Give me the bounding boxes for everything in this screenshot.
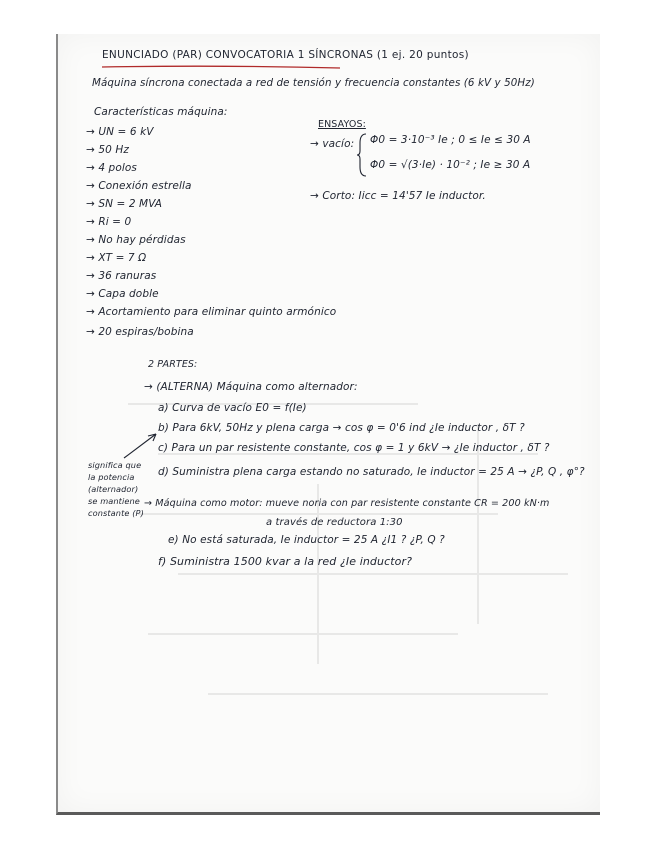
feature-item: → 4 polos — [86, 162, 137, 174]
intro-statement: Máquina síncrona conectada a red de tensión y frecuencia constantes (6 kV y 50Hz) — [92, 77, 535, 89]
feature-item: → SN = 2 MVA — [86, 198, 163, 210]
part1-heading: → (ALTERNA) Máquina como alternador: — [144, 381, 358, 393]
question-a: a) Curva de vacío E0 = f(Ie) — [158, 402, 307, 414]
tests-heading: ENSAYOS: — [318, 119, 366, 130]
side-note-line: (alternador) — [88, 484, 139, 494]
side-note-line: constante (P) — [88, 508, 144, 518]
exam-sheet — [56, 34, 600, 815]
vacio-equation-saturated: Φ0 = √(3·Ie) · 10⁻² ; Ie ≥ 30 A — [370, 159, 531, 171]
vacio-label: → vacío: — [310, 138, 355, 150]
side-note-line: se mantiene — [88, 496, 140, 506]
feature-item: → No hay pérdidas — [86, 234, 186, 246]
question-c: c) Para un par resistente constante, cos φ = 1 y 6kV → ¿Ie inductor , δT ? — [158, 442, 550, 454]
question-e: e) No está saturada, Ie inductor = 25 A ¿I1 ? ¿P, Q ? — [168, 534, 445, 546]
question-d: d) Suministra plena carga estando no saturado, Ie inductor = 25 A → ¿P, Q , φ°? — [158, 466, 585, 478]
features-heading: Características máquina: — [94, 106, 228, 118]
feature-item: → 20 espiras/bobina — [86, 326, 194, 338]
feature-item: → 36 ranuras — [86, 270, 157, 282]
side-note-line: la potencia — [88, 472, 135, 482]
vacio-brace — [356, 133, 368, 177]
feature-item: → Acortamiento para eliminar quinto armónico — [86, 306, 337, 318]
exam-title: ENUNCIADO (PAR) CONVOCATORIA 1 SÍNCRONAS (1 ej. 20 puntos) — [102, 49, 469, 61]
feature-item: → XT = 7 Ω — [86, 252, 147, 264]
side-note-line: significa que — [88, 460, 142, 470]
part2-subline: a través de reductora 1:30 — [266, 517, 403, 528]
question-f: f) Suministra 1500 kvar a la red ¿Ie inductor? — [158, 555, 413, 568]
title-underline — [102, 64, 342, 70]
feature-item: → 50 Hz — [86, 144, 129, 156]
side-note-arrow — [120, 430, 160, 460]
vacio-equation-linear: Φ0 = 3·10⁻³ Ie ; 0 ≤ Ie ≤ 30 A — [370, 134, 531, 146]
feature-item: → UN = 6 kV — [86, 126, 154, 138]
feature-item: → Conexión estrella — [86, 180, 192, 192]
corto-test: → Corto: Iicc = 14'57 Ie inductor. — [310, 190, 486, 202]
parts-heading: 2 PARTES: — [148, 359, 198, 370]
question-b: b) Para 6kV, 50Hz y plena carga → cos φ = 0'6 ind ¿Ie inductor , δT ? — [158, 422, 525, 434]
feature-item: → Capa doble — [86, 288, 159, 300]
feature-item: → Ri = 0 — [86, 216, 132, 228]
part2-heading: → Máquina como motor: mueve noria con par resistente constante CR = 200 kN·m — [144, 498, 550, 509]
